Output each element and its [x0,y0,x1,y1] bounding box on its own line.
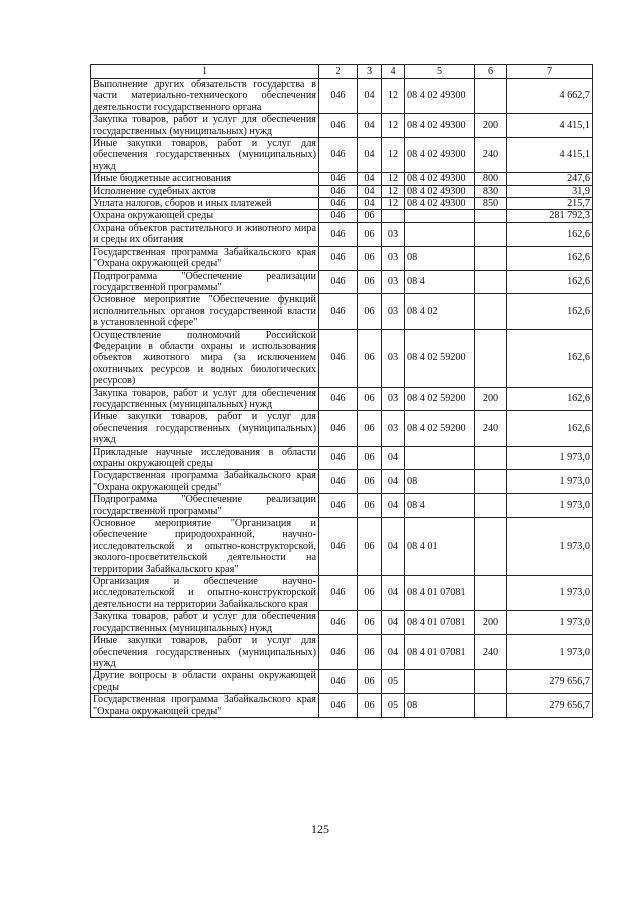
table-row [91,518,593,576]
row-sum: 162,6 [507,387,593,411]
table-row [91,635,593,670]
row-vr [475,294,507,329]
table-row [91,411,593,446]
table-row [91,387,593,411]
row-sum: 162,6 [507,411,593,446]
row-sum: 279 656,7 [507,670,593,694]
row-csr: 08 4 02 59200 [405,329,475,387]
row-vr [475,270,507,294]
row-ved: 046 [319,446,358,470]
row-pr: 04 [382,635,405,670]
row-ved: 046 [319,518,358,576]
row-pr: 03 [382,222,405,246]
row-pr: 04 [382,611,405,635]
row-vr [475,246,507,270]
row-pr: 04 [382,494,405,518]
row-pr: 03 [382,246,405,270]
row-vr [475,79,507,114]
row-rz: 06 [358,694,382,718]
row-csr: 08 4 [405,270,475,294]
col-header-sum: 7 [507,65,593,79]
row-rz: 06 [358,222,382,246]
row-sum: 4 415,1 [507,114,593,138]
row-ved: 046 [319,494,358,518]
table-row [91,611,593,635]
row-csr [405,446,475,470]
row-pr: 05 [382,694,405,718]
row-sum: 279 656,7 [507,694,593,718]
row-pr: 03 [382,294,405,329]
row-name: Государственная программа Забайкальского края "Охрана окружающей среды" [91,694,319,718]
row-vr [475,670,507,694]
row-rz: 04 [358,173,382,185]
row-vr [475,210,507,222]
row-csr: 08 4 02 49300 [405,138,475,173]
row-name: Государственная программа Забайкальского края "Охрана окружающей среды" [91,470,319,494]
row-pr: 12 [382,198,405,210]
table-row [91,246,593,270]
row-sum: 1 973,0 [507,446,593,470]
row-vr [475,329,507,387]
row-rz: 06 [358,670,382,694]
row-rz: 04 [358,79,382,114]
row-csr: 08 4 02 49300 [405,198,475,210]
row-vr [475,494,507,518]
row-csr: 08 [405,694,475,718]
row-sum: 1 973,0 [507,635,593,670]
col-header-ved: 2 [319,65,358,79]
row-name: Закупка товаров, работ и услуг для обеспечения государственных (муниципальных) нужд [91,611,319,635]
row-name: Уплата налогов, сборов и иных платежей [91,198,319,210]
row-vr [475,222,507,246]
row-pr: 04 [382,446,405,470]
row-ved: 046 [319,411,358,446]
row-vr: 850 [475,198,507,210]
row-rz: 06 [358,446,382,470]
row-csr: 08 [405,246,475,270]
row-sum: 162,6 [507,270,593,294]
row-pr: 12 [382,114,405,138]
row-ved: 046 [319,173,358,185]
row-vr [475,694,507,718]
row-pr: 04 [382,470,405,494]
row-name: Иные закупки товаров, работ и услуг для обеспечения государственных (муниципальных) нужд [91,635,319,670]
row-rz: 06 [358,294,382,329]
row-ved: 046 [319,294,358,329]
row-vr [475,470,507,494]
row-sum: 162,6 [507,294,593,329]
row-name: Основное мероприятие "Организация и обеспечение природоохранной, научно-исследовательской и опытно-конструкторской, эколого-просветительской деятельности на территории Забайкальского края" [91,518,319,576]
row-name: Закупка товаров, работ и услуг для обеспечения государственных (муниципальных) нужд [91,387,319,411]
col-header-pr: 4 [382,65,405,79]
row-csr: 08 4 02 49300 [405,185,475,197]
col-header-vr: 6 [475,65,507,79]
row-ved: 046 [319,198,358,210]
row-rz: 06 [358,387,382,411]
row-name: Иные закупки товаров, работ и услуг для обеспечения государственных (муниципальных) нужд [91,138,319,173]
col-header-csr: 5 [405,65,475,79]
row-csr: 08 4 02 49300 [405,79,475,114]
row-name: Охрана объектов растительного и животного мира и среды их обитания [91,222,319,246]
row-vr: 240 [475,411,507,446]
row-sum: 1 973,0 [507,611,593,635]
table-row [91,670,593,694]
row-csr: 08 4 02 49300 [405,114,475,138]
row-vr [475,576,507,611]
row-csr: 08 4 02 [405,294,475,329]
row-name: Иные закупки товаров, работ и услуг для обеспечения государственных (муниципальных) нужд [91,411,319,446]
row-ved: 046 [319,185,358,197]
table-body [91,79,593,718]
row-sum: 31,9 [507,185,593,197]
row-sum: 1 973,0 [507,470,593,494]
row-name: Прикладные научные исследования в области охраны окружающей среды [91,446,319,470]
row-ved: 046 [319,576,358,611]
row-rz: 06 [358,329,382,387]
row-csr: 08 [405,470,475,494]
row-sum: 1 973,0 [507,518,593,576]
row-rz: 04 [358,185,382,197]
table-row [91,210,593,222]
table-row [91,446,593,470]
row-csr: 08 4 01 07081 [405,576,475,611]
row-rz: 06 [358,246,382,270]
table-row [91,329,593,387]
row-rz: 06 [358,494,382,518]
row-csr: 08 4 [405,494,475,518]
row-ved: 046 [319,387,358,411]
row-vr: 800 [475,173,507,185]
row-pr: 12 [382,79,405,114]
row-sum: 1 973,0 [507,494,593,518]
row-ved: 046 [319,246,358,270]
row-vr: 200 [475,387,507,411]
row-name: Закупка товаров, работ и услуг для обеспечения государственных (муниципальных) нужд [91,114,319,138]
row-rz: 06 [358,470,382,494]
row-ved: 046 [319,270,358,294]
row-ved: 046 [319,470,358,494]
row-rz: 06 [358,576,382,611]
row-sum: 215,7 [507,198,593,210]
row-pr: 03 [382,387,405,411]
row-name: Организация и обеспечение научно-исследовательской и опытно-конструкторской деятельности на территории Забайкальского края [91,576,319,611]
row-ved: 046 [319,670,358,694]
row-rz: 04 [358,114,382,138]
row-ved: 046 [319,222,358,246]
row-csr: 08 4 02 59200 [405,411,475,446]
row-vr: 240 [475,635,507,670]
row-name: Выполнение других обязательств государства в части материально-технического обеспечения деятельности государственного органа [91,79,319,114]
row-rz: 04 [358,138,382,173]
row-csr: 08 4 01 07081 [405,611,475,635]
row-csr: 08 4 01 07081 [405,635,475,670]
row-pr: 04 [382,576,405,611]
row-pr: 12 [382,185,405,197]
row-vr [475,446,507,470]
row-vr: 240 [475,138,507,173]
row-pr: 03 [382,329,405,387]
row-name: Осуществление полномочий Российской Федерации в области охраны и использования объектов животного мира (за исключением охотничьих ресурсов и водных биологических ресурсов) [91,329,319,387]
row-pr: 12 [382,138,405,173]
table-row [91,494,593,518]
table-row [91,198,593,210]
row-vr: 200 [475,611,507,635]
row-pr: 03 [382,270,405,294]
table-row [91,576,593,611]
row-sum: 281 792,3 [507,210,593,222]
row-name: Основное мероприятие "Обеспечение функций исполнительных органов государственной власти в установленной сфере" [91,294,319,329]
row-ved: 046 [319,611,358,635]
col-header-rz: 3 [358,65,382,79]
table-row [91,470,593,494]
row-name: Иные бюджетные ассигнования [91,173,319,185]
row-csr [405,210,475,222]
table-row [91,694,593,718]
row-name: Другие вопросы в области охраны окружающей среды [91,670,319,694]
table-row [91,79,593,114]
row-sum: 1 973,0 [507,576,593,611]
row-ved: 046 [319,210,358,222]
row-rz: 06 [358,518,382,576]
row-name: Подпрограмма "Обеспечение реализации государственной программы" [91,494,319,518]
row-vr: 830 [475,185,507,197]
header-row [91,65,593,79]
row-csr [405,222,475,246]
row-ved: 046 [319,329,358,387]
row-csr: 08 4 02 49300 [405,173,475,185]
row-name: Подпрограмма "Обеспечение реализации государственной программы" [91,270,319,294]
row-rz: 06 [358,411,382,446]
row-sum: 247,6 [507,173,593,185]
row-csr: 08 4 01 [405,518,475,576]
row-name: Исполнение судебных актов [91,185,319,197]
table-row [91,222,593,246]
row-ved: 046 [319,635,358,670]
row-sum: 162,6 [507,222,593,246]
row-pr: 05 [382,670,405,694]
table-row [91,173,593,185]
row-vr: 200 [475,114,507,138]
table-row [91,294,593,329]
row-vr [475,518,507,576]
row-ved: 046 [319,79,358,114]
table-row [91,138,593,173]
row-pr [382,210,405,222]
row-sum: 4 662,7 [507,79,593,114]
budget-table [90,64,593,718]
page-number: 125 [311,822,329,836]
row-ved: 046 [319,114,358,138]
row-pr: 12 [382,173,405,185]
row-rz: 04 [358,198,382,210]
row-name: Государственная программа Забайкальского края "Охрана окружающей среды" [91,246,319,270]
table-row [91,114,593,138]
row-pr: 04 [382,518,405,576]
row-sum: 4 415,1 [507,138,593,173]
row-ved: 046 [319,694,358,718]
col-header-name: 1 [91,65,319,79]
row-rz: 06 [358,611,382,635]
row-rz: 06 [358,270,382,294]
row-sum: 162,6 [507,329,593,387]
row-rz: 06 [358,635,382,670]
table-row [91,185,593,197]
row-pr: 03 [382,411,405,446]
row-rz: 06 [358,210,382,222]
row-sum: 162,6 [507,246,593,270]
row-csr [405,670,475,694]
row-csr: 08 4 02 59200 [405,387,475,411]
row-ved: 046 [319,138,358,173]
table-row [91,270,593,294]
row-name: Охрана окружающей среды [91,210,319,222]
